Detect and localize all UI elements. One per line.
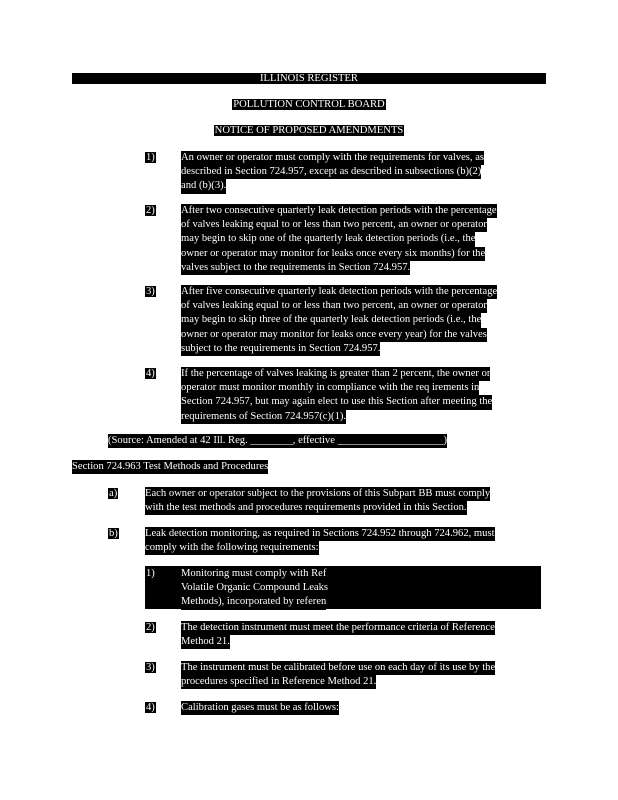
item-label: 3) bbox=[146, 662, 155, 673]
source-note: (Source: Amended at 42 Ill. Reg. ________, effective ____________________) bbox=[108, 434, 447, 448]
item-label: 3) bbox=[146, 286, 155, 297]
item-text: The instrument must be calibrated before use on each day of its use by the procedures specified in Reference Method 21. bbox=[181, 661, 495, 689]
section-heading: Section 724.963 Test Methods and Procedures bbox=[72, 460, 268, 474]
board-title: POLLUTION CONTROL BOARD bbox=[233, 99, 385, 110]
item-label: 2) bbox=[146, 205, 155, 216]
item-label: 1) bbox=[146, 568, 155, 579]
item-label: b) bbox=[109, 528, 118, 539]
item-label: 4) bbox=[146, 702, 155, 713]
item-text: Monitoring must comply with Ref Volatile Organic Compound Leaks Methods), incorporated by referen bbox=[181, 567, 328, 610]
item-label: a) bbox=[109, 488, 118, 499]
item-text: After five consecutive quarterly leak detection periods with the percentage of valves leaking equal to or less than two percent, an owner or operator may begin to skip three of the quarterly leak detection periods (i.e., the owner or operator may monitor for leaks once every year) for the valves subject to the requirements in Section 724.957. bbox=[181, 285, 497, 356]
item-text: The detection instrument must meet the performance criteria of Reference Method 21. bbox=[181, 621, 495, 649]
notice-title: NOTICE OF PROPOSED AMENDMENTS bbox=[214, 125, 404, 136]
item-label: 1) bbox=[146, 152, 155, 163]
item-text: After two consecutive quarterly leak detection periods with the percentage of valves leaking equal to or less than two percent, an owner or operator may begin to skip one of the quarterly leak detection periods (i.e., the owner or operator may monitor for leaks once every six months) for the valves subject to the requirements in Section 724.957. bbox=[181, 204, 497, 275]
item-label: 2) bbox=[146, 622, 155, 633]
item-text: If the percentage of valves leaking is greater than 2 percent, the owner or operator must monitor monthly in compliance with the req irements in Section 724.957, but may again elect to use this Section after meeting the requirements of Section 724.957(c)(1). bbox=[181, 367, 492, 424]
item-text: Calibration gases must be as follows: bbox=[181, 701, 339, 715]
register-title: ILLINOIS REGISTER bbox=[260, 73, 358, 84]
item-label: 4) bbox=[146, 368, 155, 379]
item-text: Each owner or operator subject to the provisions of this Subpart BB must comply with the test methods and procedures requirements provided in this Section. bbox=[145, 487, 490, 515]
item-text: An owner or operator must comply with the requirements for valves, as described in Section 724.957, except as described in subsections (b)(2) and (b)(3). bbox=[181, 151, 484, 194]
item-text: Leak detection monitoring, as required in Sections 724.952 through 724.962, must comply with the following requirements: bbox=[145, 527, 495, 555]
